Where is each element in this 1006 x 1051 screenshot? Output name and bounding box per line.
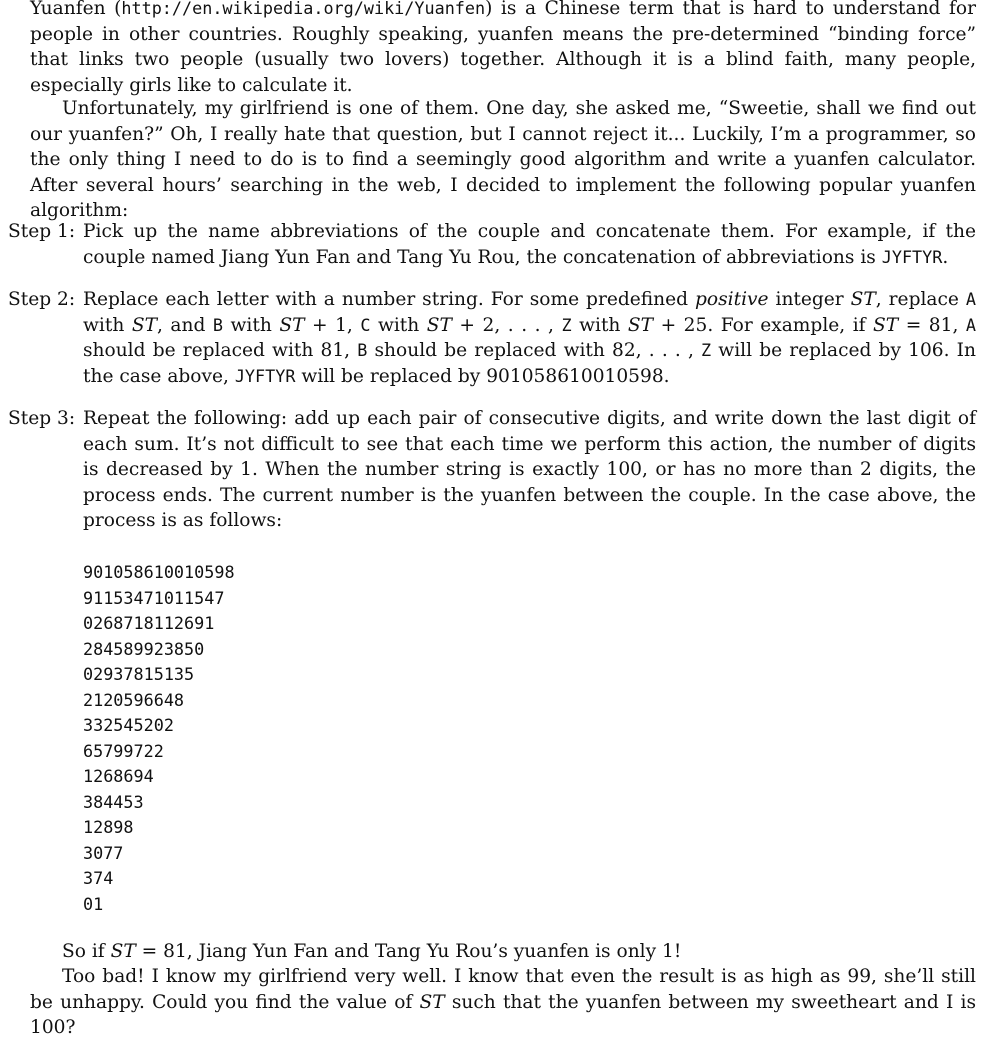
s2-B1: B: [212, 314, 223, 335]
sequence-line: 12898: [83, 817, 134, 837]
step-3-label: Step 3:: [8, 408, 76, 429]
s2-st2: ST: [131, 314, 157, 336]
s2-C1: C: [360, 314, 371, 335]
s2-Z2: Z: [701, 340, 712, 360]
question-paragraph: [30, 964, 976, 1041]
intro-text-2: ) is a Chinese term that is hard to understand for people in other countries. Roughly speaking, yuanfen means the pre-determined “binding force” that links two people (usually two lovers) together. Although it is a blind faith, many people, especially girls like to calculate it.: [30, 0, 976, 96]
step-2-text: [83, 287, 976, 389]
s2-positive: positive: [695, 289, 769, 310]
sequence-line: 2120596648: [83, 689, 185, 710]
s2-code: JYFTYR: [234, 365, 296, 386]
s2-st4: ST: [426, 314, 452, 336]
p4-b: such that the yuanfen between my sweetheart and I is 100?: [30, 991, 976, 1038]
sequence-line: 01: [83, 893, 104, 914]
s2-a: Replace each letter with a number string. For some predefined: [83, 289, 696, 310]
step-3: [8, 406, 976, 534]
wikipedia-url: http://en.wikipedia.org/wiki/Yuanfen: [121, 0, 486, 18]
s2-f: with: [222, 314, 280, 336]
sequence-line: 284589923850: [83, 638, 205, 659]
p3-b: = 81, Jiang Yun Fan and Tang Yu Rou’s yuanfen is only 1!: [135, 941, 682, 962]
s2-n: should be replaced with 82, . . . ,: [367, 340, 702, 361]
s2-A1: A: [965, 289, 976, 309]
step-1-description: Pick up the name abbreviations of the couple and concatenate them. For example, if the couple named Jiang Yun Fan and Tang Yu Rou, the concatenation of abbreviations is: [83, 221, 976, 268]
s2-h: with: [370, 314, 427, 336]
s2-A2: A: [965, 314, 976, 335]
step-1: [8, 219, 976, 270]
s2-k: + 25. For example, if: [653, 314, 874, 336]
step-1-end: .: [942, 246, 949, 268]
intro-text-1: Yuanfen (: [30, 0, 122, 19]
sequence-line: 374: [83, 868, 114, 888]
s2-l: = 81,: [898, 314, 966, 336]
p3-st: ST: [110, 941, 136, 962]
s2-b: integer: [768, 289, 851, 310]
s2-B2: B: [357, 340, 368, 360]
s2-st3: ST: [279, 314, 305, 336]
s2-g: + 1,: [304, 314, 361, 336]
step-1-label: Step 1:: [8, 221, 76, 242]
sequence-line: 1268694: [83, 766, 154, 786]
sequence-line: 02937815135: [83, 664, 195, 684]
s2-i: + 2, . . . ,: [451, 314, 562, 336]
s2-o: will be replaced by 106. In the case above,: [83, 340, 976, 387]
s2-p: will be replaced by 901058610010598.: [295, 365, 670, 387]
intro-paragraph: [30, 0, 976, 98]
sequence-line: 332545202: [83, 715, 174, 735]
p3-a: So if: [62, 941, 111, 962]
sequence-line: 0268718112691: [83, 613, 215, 633]
story-paragraph: Unfortunately, my girlfriend is one of them. One day, she asked me, “Sweetie, shall we find out our yuanfen?” Oh, I really hate that question, but I cannot reject it... Luckily, I’m a programmer, so the only thing I need to do is to find a seemingly good algorithm and write a yuanfen calculator. After several hours’ searching in the web, I decided to implement the following popular yuanfen algorithm:: [30, 98, 976, 221]
s2-e: , and: [156, 314, 213, 336]
step-1-code: JYFTYR: [881, 246, 943, 267]
sequence-line: 384453: [83, 791, 144, 812]
result-paragraph: [30, 939, 976, 965]
s2-Z1: Z: [561, 314, 572, 335]
s2-d: with: [83, 314, 132, 336]
s2-m: should be replaced with 81,: [83, 340, 358, 361]
step-2: [8, 287, 976, 389]
sequence-line: 901058610010598: [83, 562, 235, 582]
s2-j: with: [571, 314, 628, 336]
step-2-label: Step 2:: [8, 289, 76, 310]
s2-st5: ST: [627, 314, 654, 336]
p4-a: Too bad! I know my girlfriend very well. I know that even the result is as high as 99, she’ll still be unhappy. Could you find the value of: [30, 966, 976, 1013]
step-1-text: [83, 219, 976, 270]
sequence-line: 65799722: [83, 740, 164, 761]
s2-c: , replace: [875, 289, 966, 310]
s2-st1: ST: [850, 289, 876, 310]
p4-st: ST: [419, 991, 445, 1013]
sequence-line: 91153471011547: [83, 587, 225, 608]
s2-st6: ST: [873, 314, 899, 336]
sequence-line: 3077: [83, 842, 124, 863]
step-3-text: Repeat the following: add up each pair of consecutive digits, and write down the last digit of each sum. It’s not difficult to see that each time we perform this action, the number of digits is decreased by 1. When the number string is exactly 100, or has no more than 2 digits, the process ends. The current number is the yuanfen between the couple. In the case above, the process is as follows:: [83, 408, 976, 531]
digit-sequence: [83, 560, 235, 917]
